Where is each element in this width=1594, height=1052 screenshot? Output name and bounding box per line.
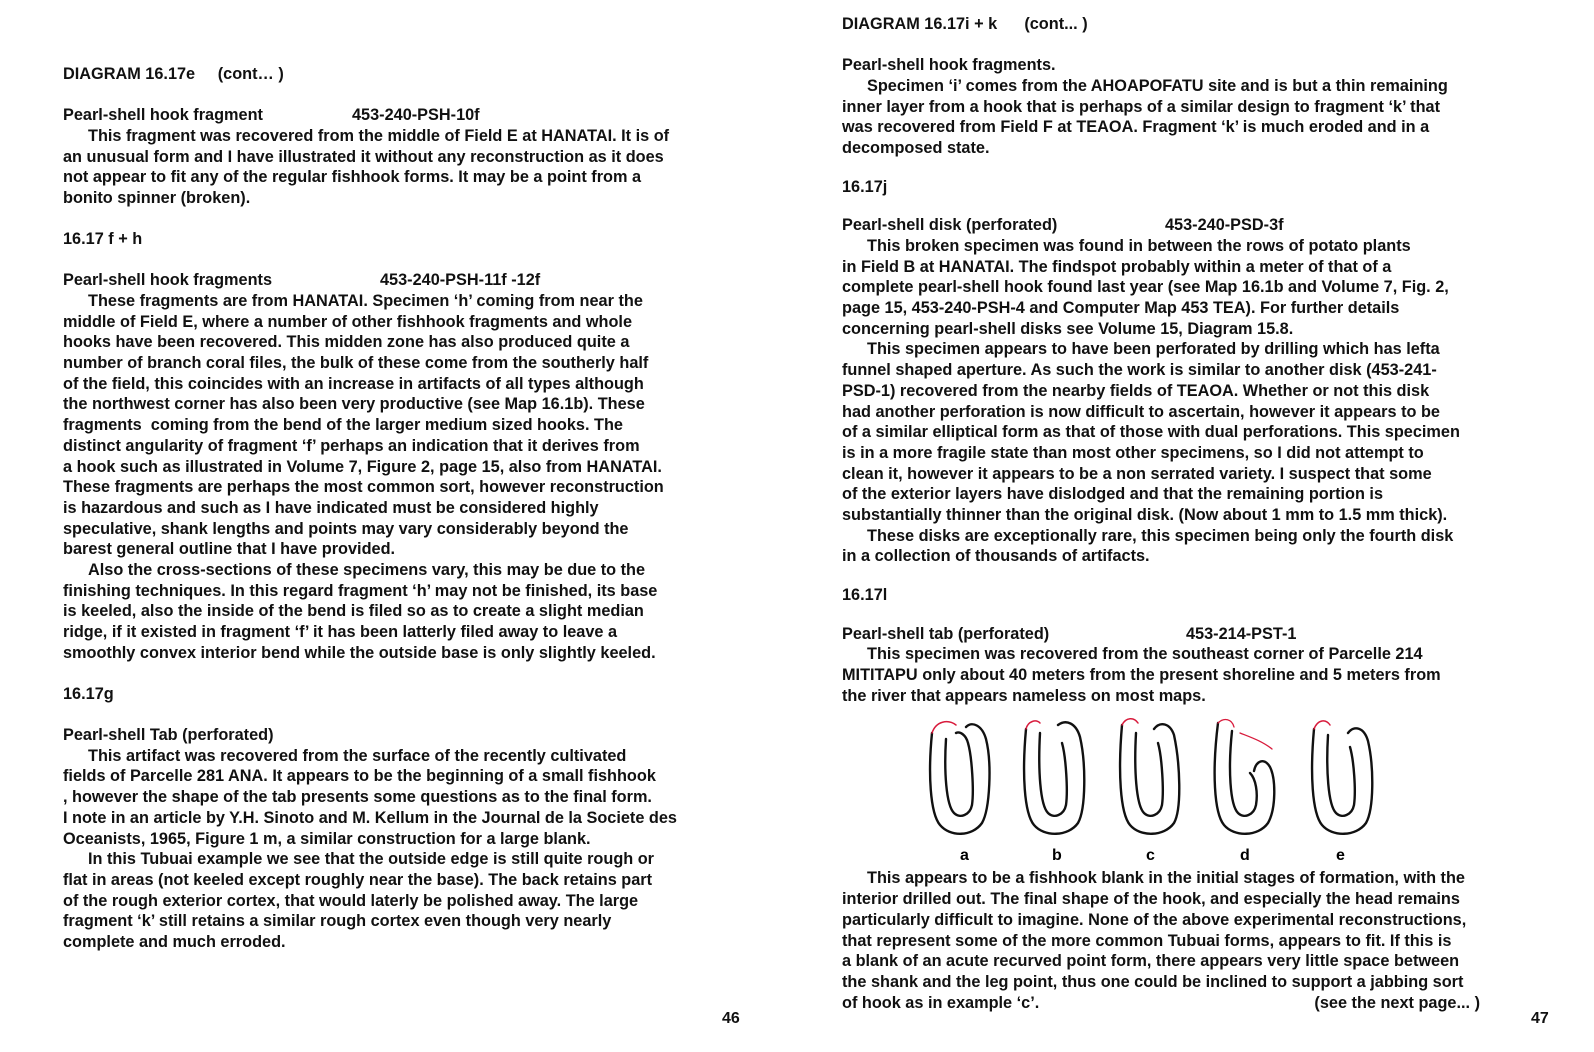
text-line: ridge, if it existed in fragment ‘f’ it has been latterly filed away to leave a (63, 623, 618, 641)
text-line: This fragment was recovered from the middle of Field E at HANATAI. It is of (88, 126, 670, 145)
text-line: smoothly convex interior bend while the outside base is only slightly keeled. (63, 643, 656, 662)
catalog-code: 453-240-PSH-10f (352, 106, 480, 125)
section-label: 16.17 f + h (63, 230, 143, 249)
text-line: clean it, however it appears to be a non serrated variety. I suspect that some (842, 464, 1432, 483)
section-heading (63, 105, 733, 126)
text-line: in a collection of thousands of artifacts. (842, 547, 1150, 566)
text-line: complete and much erroded. (63, 932, 286, 951)
figure-label-d: d (1240, 847, 1250, 865)
left-column (63, 64, 733, 953)
hook-a (930, 722, 989, 834)
text-line (842, 993, 1522, 1014)
figure-label-b: b (1052, 847, 1062, 865)
hook-b (1024, 721, 1084, 834)
hook-d (1215, 720, 1275, 834)
text-line: barest general outline that I have provided. (63, 540, 396, 559)
text-line: These disks are exceptionally rare, this specimen being only the fourth disk (867, 526, 1454, 545)
text-line: Also the cross-sections of these specimens vary, this may be due to the (88, 560, 646, 579)
section-label: 16.17l (842, 586, 888, 604)
text-line: distinct angularity of fragment ‘f’ perhaps an indication that it derives from (63, 436, 640, 455)
section-heading (63, 270, 733, 291)
section-label: 16.17g (63, 684, 114, 703)
hook-e (1312, 721, 1372, 834)
hook-c (1120, 719, 1179, 834)
text-line: Oceanists, 1965, Figure 1 m, a similar construction for a large blank. (63, 829, 591, 848)
diagram-title: DIAGRAM 16.17e (cont… ) (63, 65, 284, 83)
right-page (797, 0, 1594, 1052)
text-line: is hazardous and such as I have indicated must be considered highly (63, 498, 599, 517)
text-line: a hook such as illustrated in Volume 7, Figure 2, page 15, also from HANATAI. (63, 457, 662, 476)
text-line: is keeled, also the inside of the bend is filed so as to create a slight median (63, 602, 644, 621)
text-line: the river that appears nameless on most maps. (842, 686, 1206, 705)
section-heading (842, 624, 1522, 645)
heading-text: Pearl-shell hook fragments (63, 271, 273, 290)
text-line: concerning pearl-shell disks see Volume 15, Diagram 15.8. (842, 319, 1294, 338)
page-number: 46 (722, 1010, 740, 1027)
catalog-code: 453-240-PSD-3f (1165, 216, 1284, 235)
figure-label-c: c (1146, 847, 1155, 865)
text-line: funnel shaped aperture. As such the work is similar to another disk (453-241- (842, 361, 1437, 380)
catalog-code: 453-240-PSH-11f -12f (380, 271, 541, 290)
section-label: 16.17j (842, 177, 888, 196)
text-line: decomposed state. (842, 138, 990, 157)
text-line: of the exterior layers have dislodged and that the remaining portion is (842, 485, 1384, 504)
text-line: not appear to fit any of the regular fishhook forms. It may be a point from a (63, 168, 642, 187)
text-line: These fragments are perhaps the most common sort, however reconstruction (63, 478, 664, 497)
right-column (842, 14, 1522, 1013)
text-line: particularly difficult to imagine. None of the above experimental reconstructions, (842, 910, 1467, 929)
text-line: This specimen was recovered from the southeast corner of Parcelle 214 (867, 645, 1423, 664)
text-line: flat in areas (not keeled except roughly near the base). The back retains part (63, 870, 653, 889)
text-line: fields of Parcelle 281 ANA. It appears to be the beginning of a small fishhook (63, 767, 656, 786)
text-line: fragments coming from the bend of the larger medium sized hooks. The (63, 416, 623, 435)
last-line-text: of hook as in example ‘c’. (842, 993, 1040, 1012)
section-heading (842, 215, 1522, 236)
text-line: page 15, 453-240-PSH-4 and Computer Map 453 TEA). For further details (842, 299, 1400, 318)
text-line: This specimen appears to have been perforated by drilling which has lefta (867, 340, 1440, 359)
text-line: fragment ‘k’ still retains a similar rough cortex even though very nearly (63, 912, 612, 931)
text-line: was recovered from Field F at TEAOA. Fragment ‘k’ is much eroded and in a (842, 118, 1430, 137)
text-line: finishing techniques. In this regard fragment ‘h’ may not be finished, its base (63, 581, 658, 600)
heading-text: Pearl-shell hook fragment (63, 106, 263, 125)
heading-text: Pearl-shell disk (perforated) (842, 216, 1058, 235)
text-line: had another perforation is now difficult to ascertain, however it appears to be (842, 402, 1440, 421)
text-line: of the field, this coincides with an increase in artifacts of all types although (63, 374, 644, 393)
text-line: speculative, shank lengths and points may vary considerably beyond the (63, 519, 629, 538)
text-line: that represent some of the more common Tubuai forms, appears to fit. If this is (842, 931, 1452, 950)
heading-text: Pearl-shell tab (perforated) (842, 624, 1050, 643)
page-number: 47 (1531, 1010, 1549, 1027)
text-line: This broken specimen was found in between the rows of potato plants (867, 237, 1411, 255)
catalog-code: 453-214-PST-1 (1186, 624, 1297, 643)
text-line: of a similar elliptical form as that of those with dual perforations. This specimen (842, 423, 1460, 442)
text-line: This artifact was recovered from the surface of the recently cultivated (88, 746, 627, 765)
text-line: in Field B at HANATAI. The findspot probably within a meter of that of a (842, 257, 1392, 276)
text-line: , however the shape of the tab presents some questions as to the final form. (63, 788, 652, 807)
figure-label-e: e (1336, 847, 1345, 865)
text-line: MITITAPU only about 40 meters from the present shoreline and 5 meters from (842, 666, 1441, 685)
figure-label-a: a (960, 847, 969, 865)
text-line: In this Tubuai example we see that the outside edge is still quite rough or (88, 850, 655, 869)
section-heading: Pearl-shell Tab (perforated) (63, 726, 274, 745)
text-line: the northwest corner has also been very productive (see Map 16.1b). These (63, 395, 645, 414)
text-line: substantially thinner than the original disk. (Now about 1 mm to 1.5 mm thick). (842, 505, 1448, 524)
text-line: complete pearl-shell hook found last year (see Map 16.1b and Volume 7, Fig. 2, (842, 278, 1449, 297)
text-line: middle of Field E, where a number of other fishhook fragments and whole (63, 312, 633, 331)
text-line: hooks have been recovered. This midden zone has also produced quite a (63, 333, 630, 352)
text-line: bonito spinner (broken). (63, 188, 251, 207)
text-line: the shank and the leg point, thus one could be inclined to support a jabbing sort (842, 972, 1464, 991)
diagram-title: DIAGRAM 16.17i + k (cont... ) (842, 15, 1088, 33)
text-line: interior drilled out. The final shape of the hook, and especially the head remains (842, 890, 1460, 909)
text-line: This appears to be a fishhook blank in the initial stages of formation, with the (867, 869, 1465, 888)
text-line: an unusual form and I have illustrated it without any reconstruction as it does (63, 147, 664, 166)
text-line: a blank of an acute recurved point form, there appears very little space between (842, 952, 1460, 971)
text-line: inner layer from a hook that is perhaps of a similar design to fragment ‘k’ that (842, 97, 1441, 116)
text-line: These fragments are from HANATAI. Specimen ‘h’ coming from near the (88, 292, 643, 310)
text-line: number of branch coral files, the bulk of these come from the southerly half (63, 354, 649, 373)
section-heading: Pearl-shell hook fragments. (842, 56, 1056, 75)
text-line: of the rough exterior cortex, that would laterly be polished away. The large (63, 891, 639, 910)
hook-drawings (926, 713, 1406, 865)
text-line: I note in an article by Y.H. Sinoto and M. Kellum in the Journal de la Societe des (63, 808, 677, 827)
text-line: is in a more fragile state than most other specimens, so I did not attempt to (842, 443, 1424, 462)
text-line: Specimen ‘i’ comes from the AHOAPOFATU site and is but a thin remaining (867, 76, 1448, 95)
next-page-note: (see the next page... ) (1314, 993, 1480, 1012)
text-line: PSD-1) recovered from the nearby fields of TEAOA. Whether or not this disk (842, 381, 1430, 400)
hook-reconstruction-figure (842, 713, 1522, 865)
